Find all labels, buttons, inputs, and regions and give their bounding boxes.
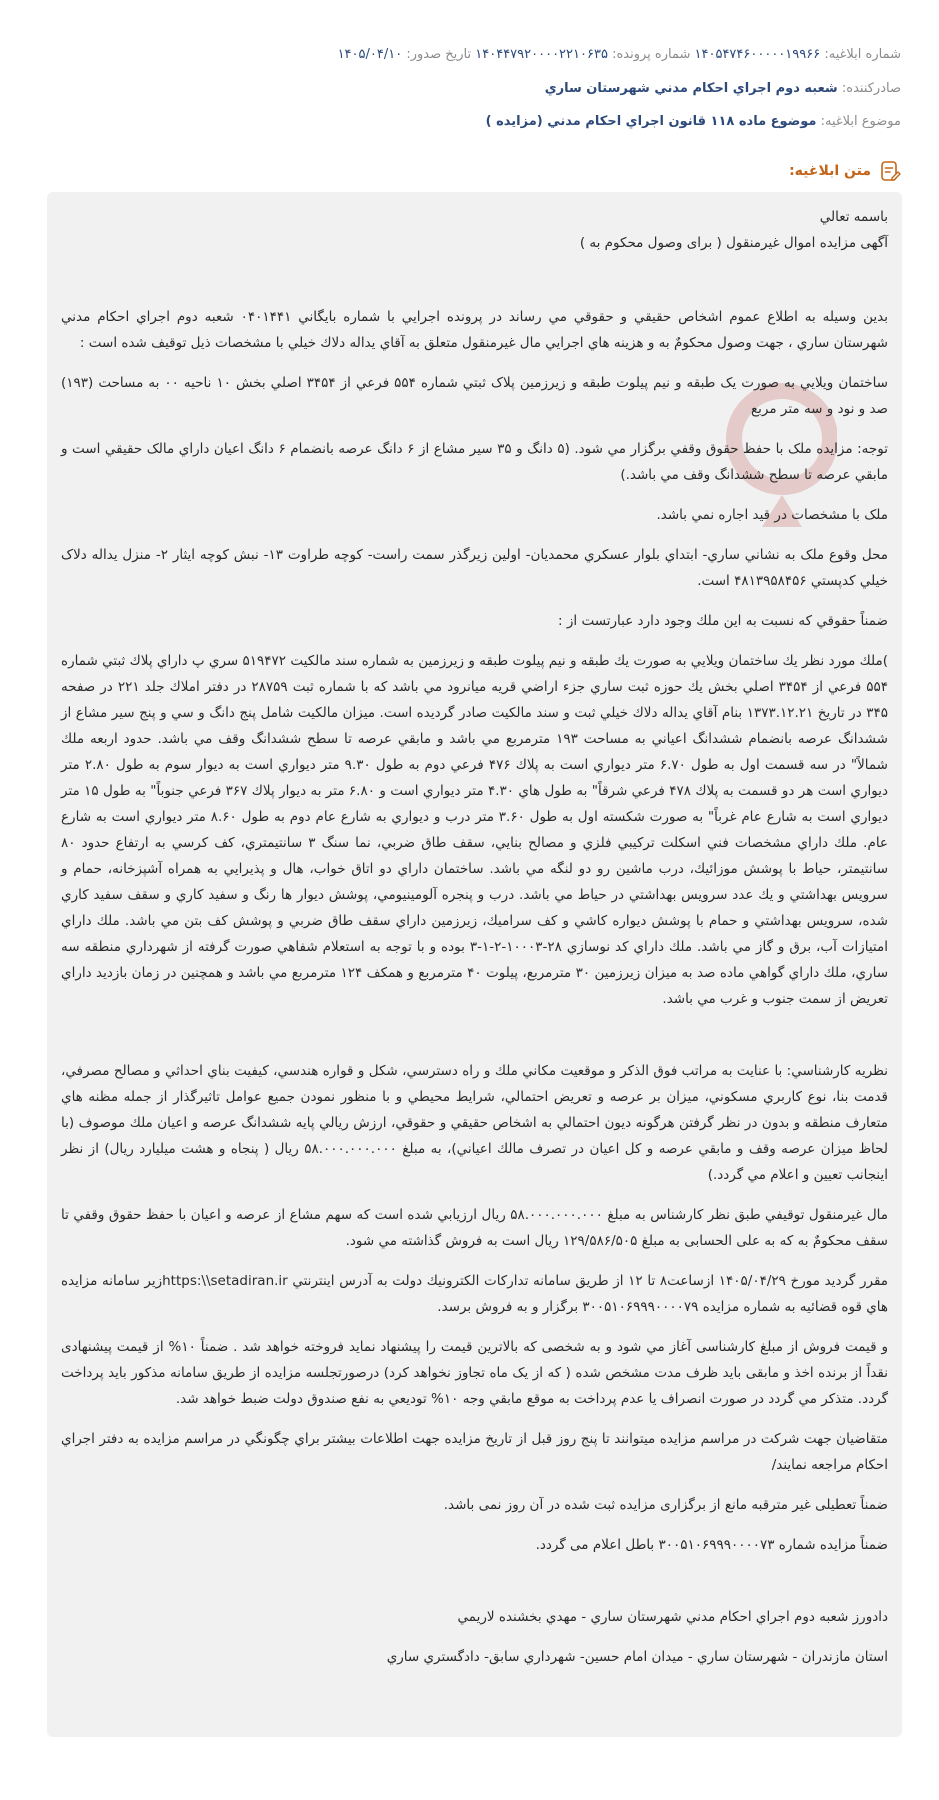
notice-number	[690, 47, 901, 62]
issuer-label: صادرکننده:	[841, 81, 901, 96]
case-number-label: شماره پرونده:	[612, 47, 691, 62]
notice-body-box	[47, 192, 902, 1737]
case-number	[471, 47, 690, 62]
notice-text-title: متن ابلاغيه:	[789, 163, 871, 179]
expert-opinion-paragraph: نظريه كارشناسي: با عنايت به مراتب فوق الذكر و موقعيت مكاني ملك و راه دسترسي، شكل و قواره هندسي، كيفيت بناي احداثي و مصالح مصرفي، قدمت بنا، نوع كاربري مسكوني، ميزان بر عرصه و تعريض احتمالي، شرايط محيطي و با منظور نمودن جميع عوامل تاثيرگذار از جمله مظنه هاي متعارف منطقه و بدون در نظر گرفتن هرگونه ديون احتمالي به اشخاص حقيقي و حقوقي، ارزش ريالي پايه ششدانگ عرصه و اعيان ملك موصوف (با لحاظ ميزان عرصه وقف و مابقي عرصه و كل اعيان در تصرف مالك اعياني)، به مبلغ ۵۸.۰۰۰.۰۰۰.۰۰۰ ريال ( پنجاه و هشت ميليارد ريال) از نظر اينجانب تعيين و اعلام مي گردد.)	[61, 1063, 888, 1183]
subject-value: موضوع ماده ۱۱۸ قانون اجراي احکام مدني (مزايده )	[485, 114, 817, 129]
signature-paragraph: دادورز شعبه دوم اجراي احكام مدني شهرستان ساري - مهدي بخشنده لاريمي	[457, 1609, 888, 1625]
valuation-paragraph: مال غيرمنقول توقيفي طبق نظر کارشناس به مبلغ ۵۸.۰۰۰.۰۰۰.۰۰۰ ريال ارزيابي شده است که سهم مشاع از عرصه و اعيان با حفظ حقوق وقفي تا سقف محكومٌ به که به علی الحسابی به مبلغ ۱۲۹/۵۸۶/۵۰۵ ريال است به فروش گذاشته مي شود.	[61, 1207, 888, 1249]
opening-phrase: باسمه تعالي	[819, 209, 888, 225]
property-details-paragraph: )ملك مورد نظر يك ساختمان ويلايي به صورت يك طبقه و نيم پيلوت طبقه و زيرزمين به شماره سند مالكيت ۵۱۹۴۷۲ سري پ داراي پلاك ثبتي شماره ۵۵۴ فرعي از ۳۴۵۴ اصلي بخش يك حوزه ثبت ساري جزء اراضي قريه ميانرود مي باشد كه با شماره ثبت ۲۸۷۵۹ در دفتر املاك جلد ۲۲۱ در صفحه ۳۴۵ در تاريخ ۱۳۷۳.۱۲.۲۱ بنام آقاي يداله دلاك خيلي ثبت و سند مالكيت صادر گرديده است. ميزان مالكيت شامل پنج دانگ و سي و پنج سير مشاع از ششدانگ عرصه بانضمام ششدانگ اعياني به مساحت ۱۹۳ مترمربع مي باشد و مابقي عرصه تا سطح ششدانگ وقف مي باشد. حدود اربعه ملك شمالاً" در سه قسمت اول به طول ۶.۷۰ متر ديواري است به پلاك ۴۷۶ فرعي دوم به طول ۹.۳۰ متر ديواري است به ديوار سوم به طول ۲.۸۰ متر ديواري است هر دو قسمت به پلاك ۴۷۸ فرعي شرقاً" به طول هاي ۴.۳۰ متر ديواري است و ۶.۸۰ متر به ديوار پلاك ۳۶۷ فرعي جنوباً" به طول ۱۵ متر ديواري است به شارع عام غرباً" به صورت شكسته اول به طول ۳.۶۰ متر درب و ديواري به شارع عام دوم به طول ۸.۶۰ متر ديواري است به شارع عام. ملك داراي مشخصات فني اسكلت تركيبي فلزي و مصالح بنايي، سقف طاق ضربي، نما سنگ ۳ سانتيمتري، كف كرسي به ارتفاع حدود ۸۰ سانتيمتر، حياط با پوشش موزائيك، درب ماشين رو دو لنگه مي باشد. ساختمان داراي دو اتاق خواب، هال و پذيرايي به همراه آشپزخانه، حمام و سرويس بهداشتي و يك عدد سرويس بهداشتي در حياط مي باشد. درب و پنجره آلومينيومي، پوشش ديوار ها رنگ و سفيد كاري و سقف سفيد كاري شده، سرويس بهداشتي و حمام با پوشش ديواره كاشي و كف سراميك، زيرزمين داراي سقف طاق ضربي و پوشش كف بتن مي باشد. ملك داراي امتيازات آب، برق و گاز مي باشد. ملك داراي كد نوسازي ۲۸-۱۰۰۰۳-۲-۱-۳ بوده و با توجه به استعلام شفاهي صورت گرفته از شهرداري منطقه سه ساري، ملك داراي گواهي ماده صد به ميزان زيرزمين ۳۰ مترمربع، پيلوت ۴۰ مترمربع و همكف ۱۲۴ مترمربع مي باشد و همچنين در زمان بازديد داراي تعريض از سمت جنوب و غرب مي باشد.	[61, 653, 889, 1007]
notice-content	[61, 204, 888, 1684]
waqf-note-paragraph: توجه: مزايده ملک با حفظ حقوق وقفي برگزار مي شود. (۵ دانگ و ۳۵ سير مشاع از ۶ دانگ عرصه بانضمام ۶ دانگ اعيان داراي مالک حقيقي است و مابقي عرصه تا سطح ششدانگ وقف مي باشد.)	[61, 441, 888, 483]
issuer-row	[150, 78, 901, 100]
meta-numbers-row	[150, 44, 901, 66]
case-number-value: ۱۴۰۴۴۷۹۲۰۰۰۰۲۲۱۰۶۳۵	[475, 47, 608, 62]
court-address-paragraph: استان مازندران - شهرستان ساري - ميدان امام حسين- شهرداري سابق- دادگستري ساري	[386, 1649, 888, 1665]
notice-number-label: شماره ابلاغيه:	[824, 47, 901, 62]
subject-row	[150, 111, 901, 133]
rights-intro-paragraph: ضمناً حقوقي كه نسبت به اين ملك وجود دارد عبارتست از :	[558, 613, 888, 629]
cancellation-paragraph: ضمناً مزایده شماره ۳۰۰۵۱۰۶۹۹۹۰۰۰۰۷۳ باطل اعلام می گردد.	[535, 1537, 888, 1553]
property-paragraph: ساختمان ويلايي به صورت يک طبقه و نيم پيلوت طبقه و زيرزمين پلاک ثبتي شماره ۵۵۴ فرعي از ۳۴۵۴ اصلي بخش ۱۰ ناحيه ۰۰ به مساحت (۱۹۳) صد و نود و سه متر مربع	[61, 375, 888, 417]
issuer-value: شعبه دوم اجراي احكام مدني شهرستان ساري	[544, 81, 838, 96]
payment-terms-paragraph: و قيمت فروش از مبلغ کارشناسی آغاز مي شود و به شخصی که بالاترين قيمت را پيشنهاد نمايد فروخته خواهد شد . ضمناً ۱۰% از قيمت پيشنهادی نقداً از برنده اخذ و مابقی بايد ظرف مدت مشخص شده ( که از يک ماه تجاوز نخواهد کرد) درصورتجلسه مزايده از طريق سامانه مذكور بايد پرداخت گردد. متذکر مي گردد در صورت انصراف يا عدم پرداخت به موقع مابقي وجه ۱۰% توديعي به نفع صندوق دولت ضبط خواهد شد.	[61, 1339, 888, 1407]
holiday-paragraph: ضمناً تعطيلی غير مترقبه مانع از برگزاری مزايده ثبت شده در آن روز نمی باشد.	[443, 1497, 888, 1513]
subject-label: موضوع ابلاغيه:	[820, 114, 901, 129]
address-paragraph: محل وقوع ملک به نشاني ساري- ابتداي بلوار عسکري محمديان- اولين زيرگذر سمت راست- کوچه طراوت ۱۳- نبش کوچه ايثار ۲- منزل يداله دلاک خيلي کدپستي ۴۸۱۳۹۵۸۴۵۶ است.	[61, 547, 889, 589]
issue-date	[338, 47, 472, 62]
lease-paragraph: ملک با مشخصات در قيد اجاره نمي باشد.	[656, 507, 888, 523]
notice-text-heading	[789, 160, 901, 182]
issue-date-label: تاريخ صدور:	[406, 47, 472, 62]
applicants-paragraph: متقاضيان جهت شرکت در مراسم مزايده ميتوانند تا پنج روز قبل از تاريخ مزايده جهت اطلاعات بيشتر براي چگونگي در مراسم مزايده به دفتر اجراي احکام مراجعه نمايند/	[61, 1431, 888, 1473]
intro-paragraph: بدين وسيله به اطلاع عموم اشخاص حقيقي و حقوقي مي رساند در پرونده اجرايي با شماره بايگاني ۰۴۰۱۴۴۱ شعبه دوم اجراي احكام مدني شهرستان ساري ، جهت وصول محكومٌ به و هزينه هاي اجرايي مال غيرمنقول متعلق به آقاي يداله دلاك خيلي با مشخصات ذيل توقيف شده است :	[61, 309, 888, 351]
document-edit-icon	[879, 160, 901, 182]
auction-date-paragraph: مقرر گرديد مورخ ۱۴۰۵/۰۴/۲۹ ازساعت۸ تا ۱۲ از طريق سامانه تداركات الكترونيك دولت به آدرس اينترنتي https:\\setadiran.irزير سامانه مزايده هاي قوه قضائيه به شماره مزايده ۳۰۰۵۱۰۶۹۹۹۰۰۰۰۷۹ برگزار و به فروش برسد.	[61, 1273, 888, 1315]
notice-heading: آگهی مزایده اموال غیرمنقول ( برای وصول محکوم به )	[579, 235, 888, 251]
issue-date-value: ۱۴۰۵/۰۴/۱۰	[337, 47, 403, 62]
notice-number-value: ۱۴۰۵۴۷۴۶۰۰۰۰۰۱۹۹۶۶	[694, 47, 821, 62]
